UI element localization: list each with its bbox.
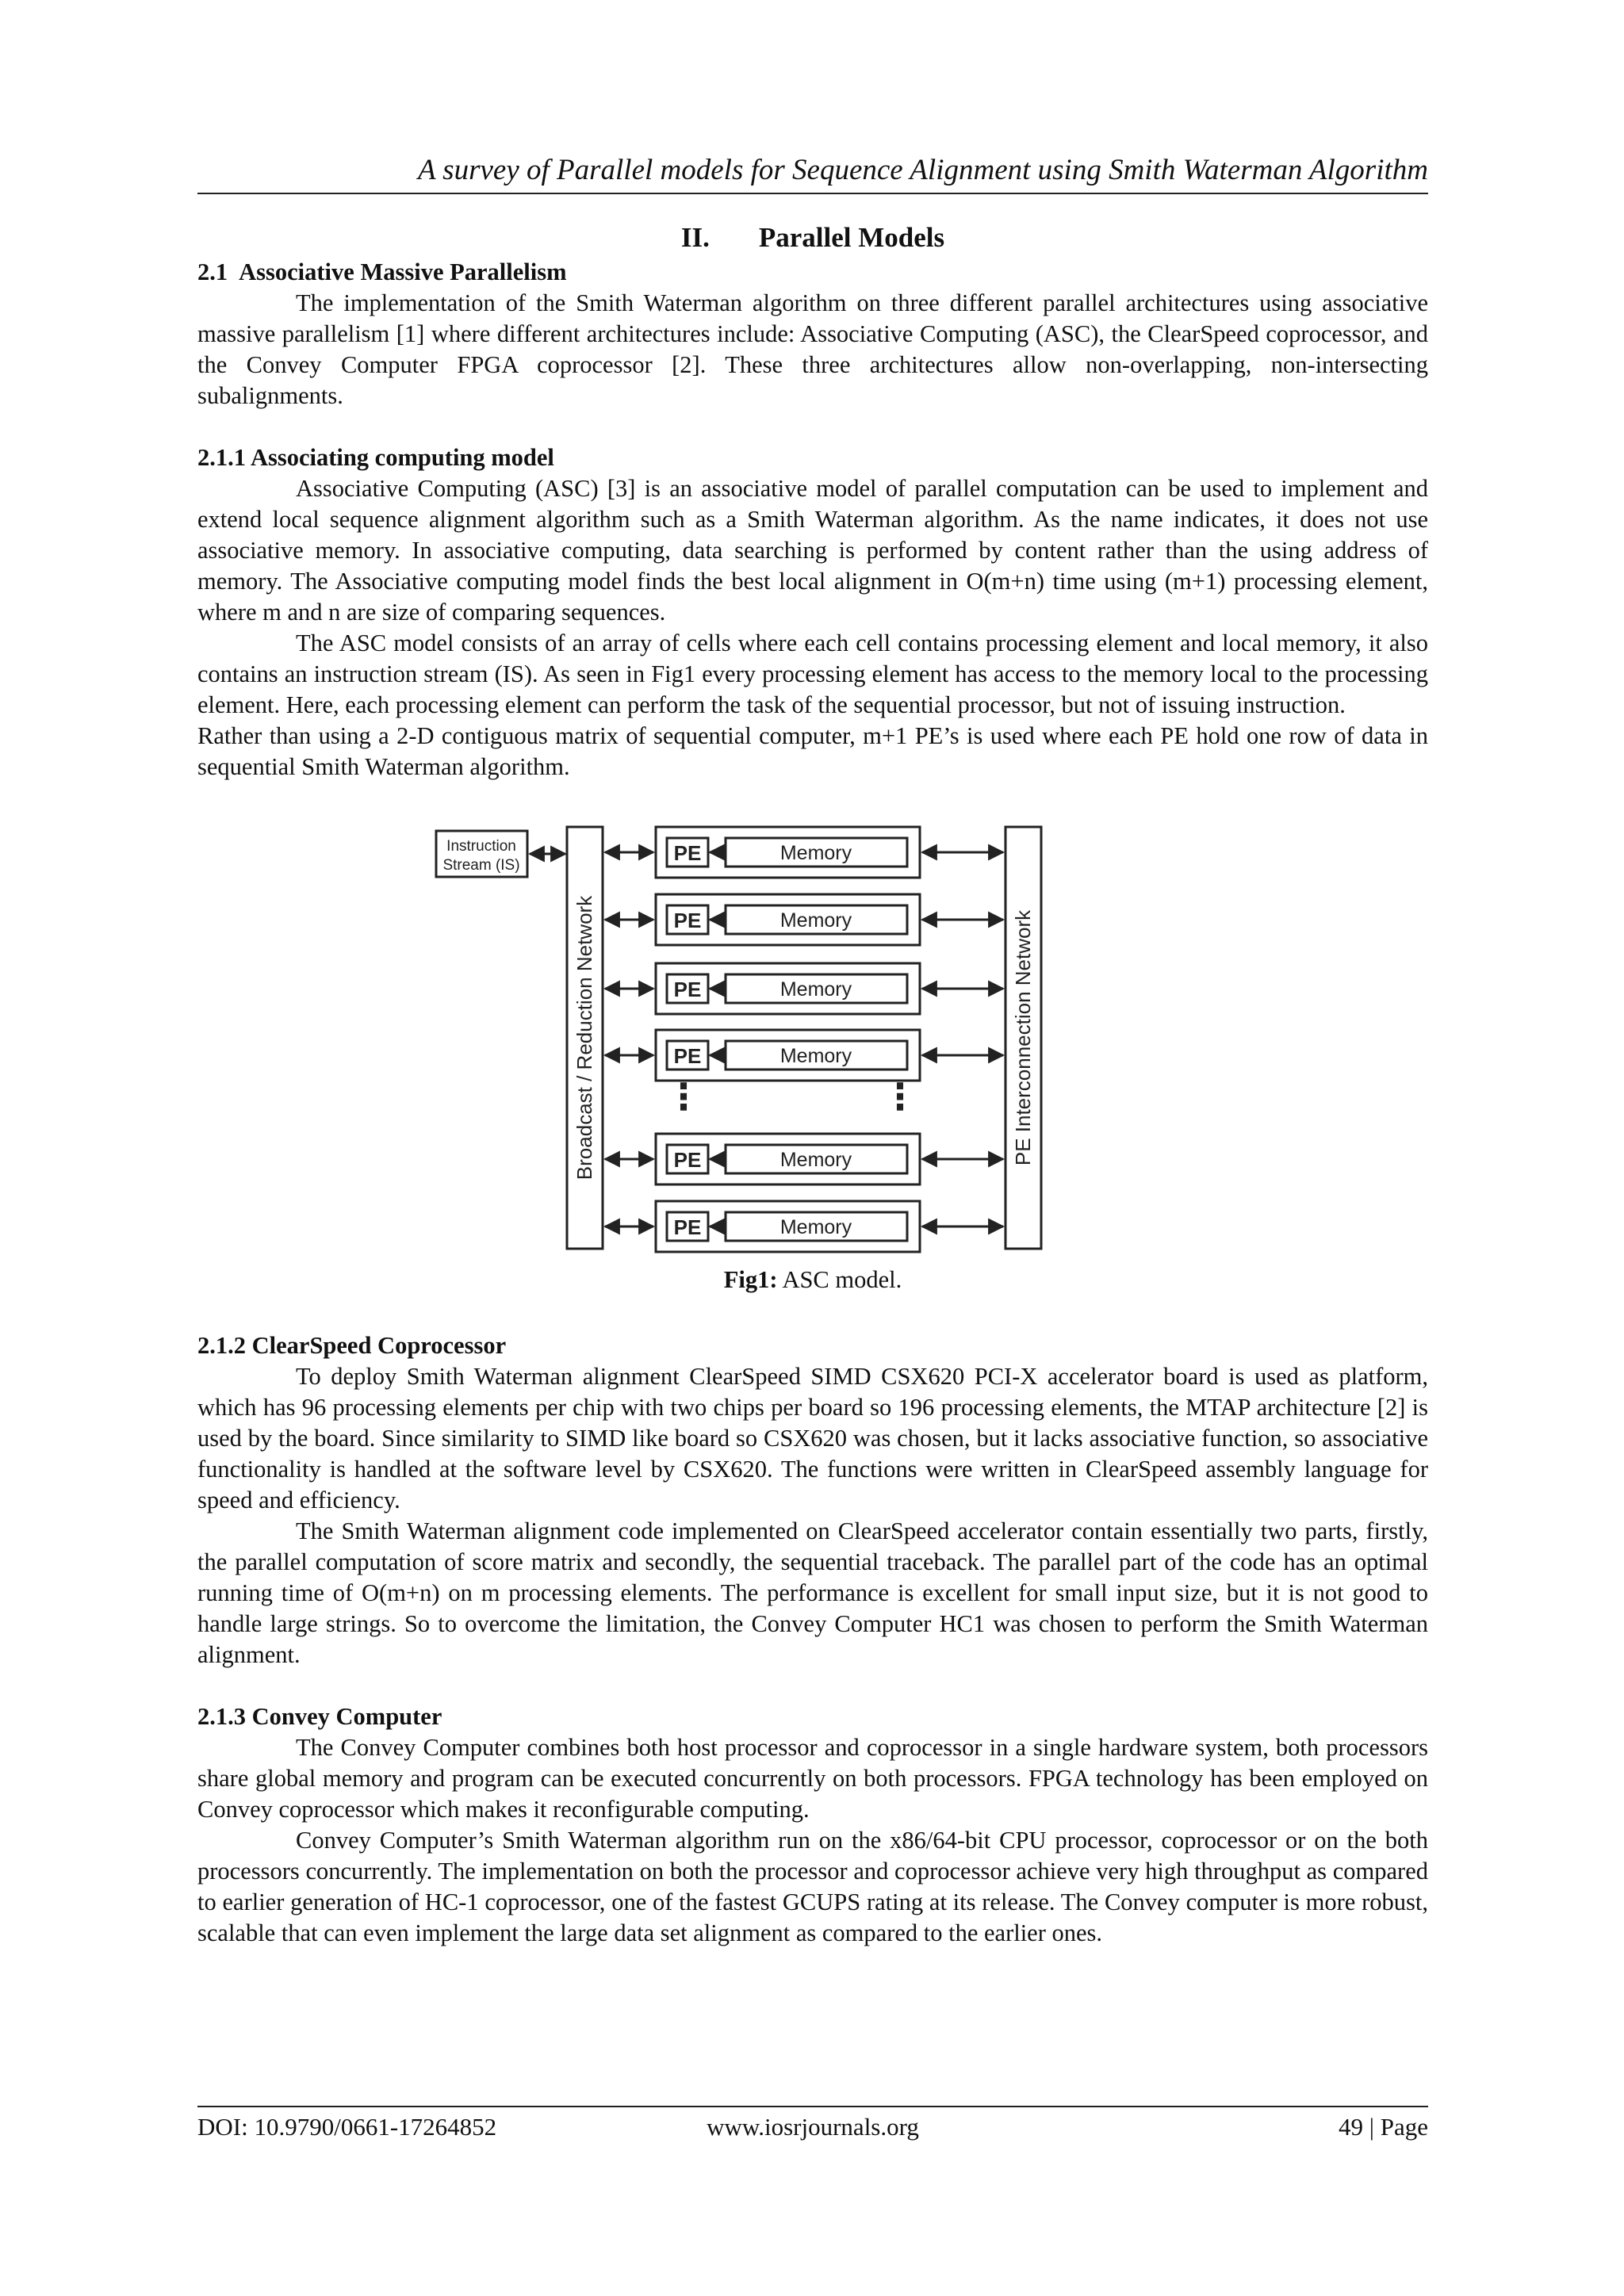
footer-rule <box>197 2106 1428 2107</box>
article-body <box>197 219 1428 1949</box>
pe-memory-cell <box>605 1030 1003 1081</box>
paragraph: The implementation of the Smith Waterman algorithm on three different parallel architectures using associative massive parallelism [1] where different architectures include: Associative Computing (ASC), the ClearSpeed coprocessor, and the Convey Computer FPGA coprocessor [2]. These three architectures allow non-overlapping, non-intersecting subalignments. <box>197 289 1428 409</box>
footer-doi: DOI: 10.9790/0661-17264852 <box>197 2113 497 2141</box>
section-heading <box>197 219 1428 257</box>
figure-caption <box>197 1265 1428 1295</box>
paragraph: Rather than using a 2-D contiguous matrix of sequential computer, m+1 PE’s is used where each PE hold one row of data in sequential Smith Waterman algorithm. <box>197 722 1428 780</box>
memory-label: Memory <box>779 1045 852 1067</box>
pe-memory-cell <box>605 894 1003 945</box>
ellipsis-left: ⋮ <box>665 1076 702 1117</box>
paragraph: The ASC model consists of an array of cells where each cell contains processing element and local memory, it also contains an instruction stream (IS). As seen in Fig1 every processing element has access to the memory local to the processing element. Here, each processing element can perform the task of the sequential processor, but not of issuing instruction. <box>197 629 1428 718</box>
caption-text: ASC model. <box>777 1266 902 1293</box>
paragraph: The Convey Computer combines both host processor and coprocessor in a single hardware system, both processors share global memory and program can be executed concurrently on both processors. FPGA technology has been employed on Convey coprocessor which makes it reconfigurable computing. <box>197 1734 1428 1823</box>
memory-label: Memory <box>779 842 852 864</box>
paragraph: Associative Computing (ASC) [3] is an associative model of parallel computation can be used to implement and extend local sequence alignment algorithm such as a Smith Waterman algorithm. As the name indicates, it does not use associative memory. In associative computing, data searching is performed by content rather than the using address of memory. The Associative computing model finds the best local alignment in O(m+n) time using (m+1) processing element, where m and n are size of comparing sequences. <box>197 475 1428 626</box>
subsection-title: Associative Massive Parallelism <box>239 258 567 285</box>
figure-asc-model <box>197 814 1428 1258</box>
memory-label: Memory <box>779 909 852 932</box>
pe-label: PE <box>673 1215 702 1239</box>
spacer <box>197 1670 1428 1701</box>
pe-label: PE <box>673 978 702 1001</box>
footer-website: www.iosrjournals.org <box>707 2113 919 2141</box>
memory-label: Memory <box>779 1149 852 1171</box>
instruction-stream-label-line1: Instruction <box>446 838 516 855</box>
memory-label: Memory <box>779 1216 852 1238</box>
subsection-heading-2-1-1: 2.1.1 Associating computing model <box>197 444 554 471</box>
pe-memory-cell <box>605 963 1003 1014</box>
pe-label: PE <box>673 1044 702 1068</box>
pe-memory-cell <box>605 1201 1003 1252</box>
footer-page-number: 49 | Page <box>1339 2113 1428 2141</box>
pe-label: PE <box>673 841 702 865</box>
asc-model-diagram <box>197 814 1428 1258</box>
subsection-heading-2-1-2: 2.1.2 ClearSpeed Coprocessor <box>197 1332 507 1359</box>
pe-memory-cell <box>605 1134 1003 1184</box>
subsection-number: 2.1 <box>197 258 228 285</box>
caption-label: Fig1: <box>723 1266 778 1293</box>
subsection-heading-2-1-3: 2.1.3 Convey Computer <box>197 1703 442 1730</box>
pe-label: PE <box>673 1148 702 1172</box>
pe-memory-cell <box>605 827 1003 878</box>
header-rule <box>197 193 1428 194</box>
memory-label: Memory <box>779 978 852 1001</box>
paragraph: Convey Computer’s Smith Waterman algorithm run on the x86/64-bit CPU processor, coprocessor or on the both processors concurrently. The implementation on both the processor and coprocessor achieve very high throughput as compared to earlier generation of HC-1 coprocessor, one of the fastest GCUPS rating at its release. The Convey computer is more robust, scalable that can even implement the large data set alignment as compared to the earlier ones. <box>197 1827 1428 1946</box>
instruction-stream-label-line2: Stream (IS) <box>442 857 520 874</box>
pe-label: PE <box>673 909 702 932</box>
pe-memory-cells <box>605 827 1003 1252</box>
section-title: Parallel Models <box>758 222 945 253</box>
ellipsis-right: ⋮ <box>882 1076 918 1117</box>
running-title: A survey of Parallel models for Sequence Alignment using Smith Waterman Algorithm <box>418 154 1428 186</box>
paragraph: The Smith Waterman alignment code implemented on ClearSpeed accelerator contain essentially two parts, firstly, the parallel computation of score matrix and secondly, the sequential traceback. The parallel part of the code has an optimal running time of O(m+n) on m processing elements. The performance is excellent for small input size, but it is not good to handle large strings. So to overcome the limitation, the Convey Computer HC1 was chosen to perform the Smith Waterman alignment. <box>197 1517 1428 1668</box>
spacer <box>197 411 1428 442</box>
pe-interconnection-network-label: PE Interconnection Network <box>1011 909 1035 1166</box>
paragraph: To deploy Smith Waterman alignment ClearSpeed SIMD CSX620 PCI-X accelerator board is used as platform, which has 96 processing elements per chip with two chips per board so 196 processing elements, the MTAP architecture [2] is used by the board. Since similarity to SIMD like board so CSX620 was chosen, but it lacks associative function, so associative functionality is handled at the software level by CSX620. The functions were written in ClearSpeed assembly language for speed and efficiency. <box>197 1363 1428 1513</box>
broadcast-reduction-network-label: Broadcast / Reduction Network <box>573 895 596 1181</box>
subsection-heading-2-1 <box>197 257 1428 288</box>
section-number: II. <box>680 222 710 253</box>
